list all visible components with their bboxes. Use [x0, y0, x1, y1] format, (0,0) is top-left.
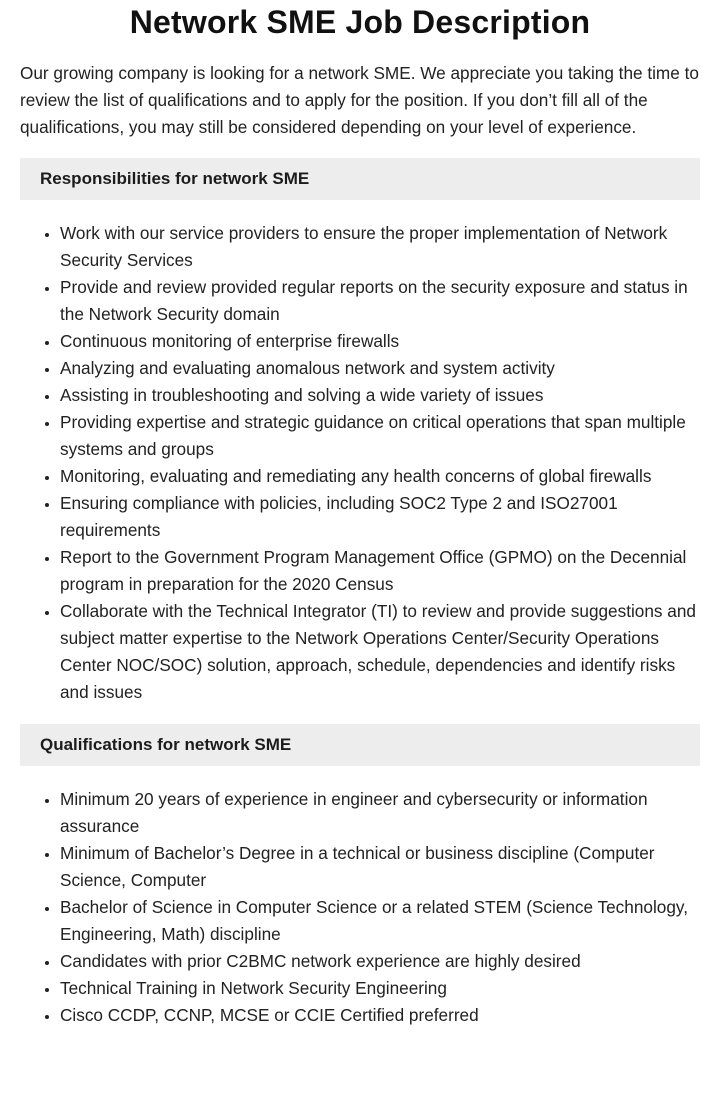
list-item: • Continuous monitoring of enterprise firewalls — [60, 328, 700, 355]
responsibilities-heading: Responsibilities for network SME — [20, 158, 700, 200]
qualifications-list — [20, 786, 700, 1029]
list-item: • Minimum 20 years of experience in engineer and cybersecurity or information assurance — [60, 786, 700, 840]
list-item: • Bachelor of Science in Computer Science or a related STEM (Science Technology, Engineering, Math) discipline — [60, 894, 700, 948]
list-item: • Cisco CCDP, CCNP, MCSE or CCIE Certified preferred — [60, 1002, 700, 1029]
list-item: • Ensuring compliance with policies, including SOC2 Type 2 and ISO27001 requirements — [60, 490, 700, 544]
qualifications-heading: Qualifications for network SME — [20, 724, 700, 766]
list-item: • Monitoring, evaluating and remediating any health concerns of global firewalls — [60, 463, 700, 490]
list-item: • Analyzing and evaluating anomalous network and system activity — [60, 355, 700, 382]
list-item: • Providing expertise and strategic guidance on critical operations that span multiple systems and groups — [60, 409, 700, 463]
page-title: Network SME Job Description — [129, 4, 591, 40]
list-item: • Assisting in troubleshooting and solving a wide variety of issues — [60, 382, 700, 409]
list-item: • Report to the Government Program Management Office (GPMO) on the Decennial program in preparation for the 2020 Census — [60, 544, 700, 598]
intro-paragraph: Our growing company is looking for a network SME. We appreciate you taking the time to review the list of qualifications and to apply for the position. If you don’t fill all of the qualifications, you may still be considered depending on your level of experience. — [20, 63, 699, 137]
list-item: • Technical Training in Network Security Engineering — [60, 975, 700, 1002]
responsibilities-list — [20, 220, 700, 706]
list-item: • Provide and review provided regular reports on the security exposure and status in the Network Security domain — [60, 274, 700, 328]
list-item: • Work with our service providers to ensure the proper implementation of Network Security Services — [60, 220, 700, 274]
list-item: • Collaborate with the Technical Integrator (TI) to review and provide suggestions and subject matter expertise to the Network Operations Center/Security Operations Center NOC/SOC) solution, approach, schedule, dependencies and identify risks and issues — [60, 598, 700, 706]
list-item: • Candidates with prior C2BMC network experience are highly desired — [60, 948, 700, 975]
list-item: • Minimum of Bachelor’s Degree in a technical or business discipline (Computer Science, Computer — [60, 840, 700, 894]
